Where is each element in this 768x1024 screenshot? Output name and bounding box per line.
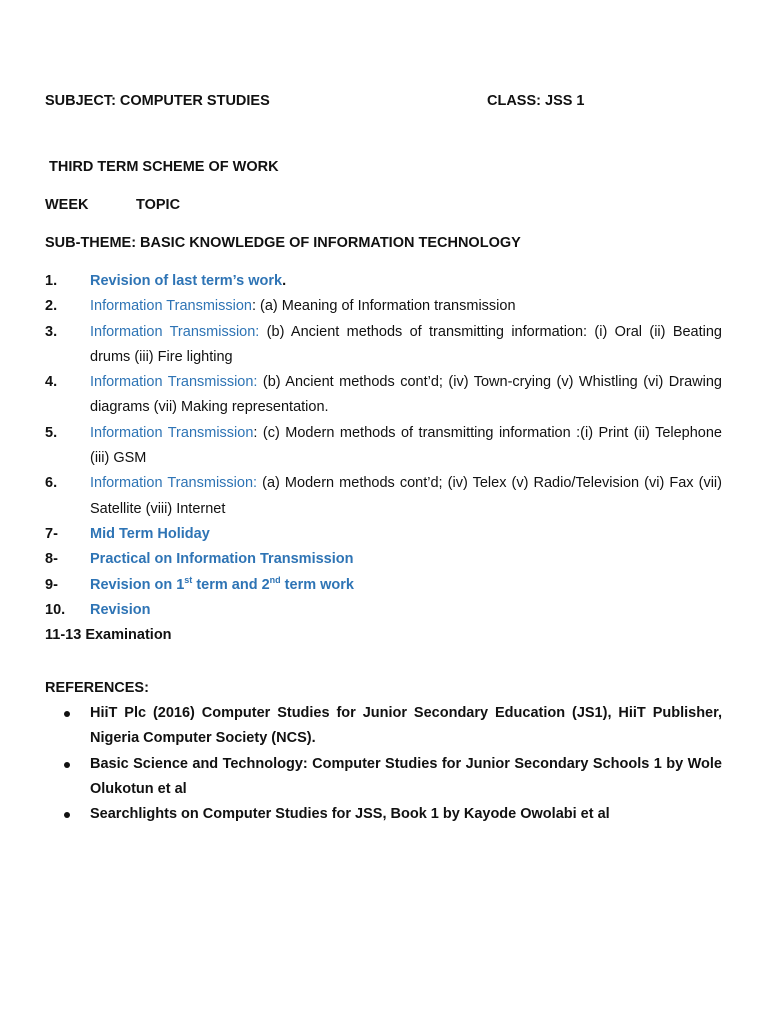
- column-headings: [45, 193, 181, 218]
- ordinal-suffix: nd: [269, 574, 281, 585]
- list-item: [45, 522, 722, 547]
- topic-heading: Information Transmission:: [90, 475, 258, 492]
- sub-theme: SUB-THEME: BASIC KNOWLEDGE OF INFORMATION TECHNOLOGY: [45, 235, 521, 251]
- week-heading: WEEK: [45, 197, 89, 213]
- topic-heading: [90, 574, 354, 593]
- item-number: 4.: [45, 374, 58, 391]
- topic-heading: Information Transmission: [90, 298, 252, 315]
- topic-heading-part: term work: [280, 576, 354, 593]
- list-item: [45, 471, 722, 522]
- bullet-icon: [64, 812, 70, 818]
- reference-text: HiiT Plc (2016) Computer Studies for Junior Secondary Education (JS1), HiiT Publisher, Nigeria Computer Society (NCS).: [90, 705, 722, 747]
- class-label: CLASS: JSS 1: [487, 93, 585, 109]
- topic-detail: : (c) Modern methods of transmitting information :(i) Print (ii) Telephone (iii) GSM: [90, 424, 722, 467]
- topic-heading: Mid Term Holiday: [90, 525, 210, 542]
- topic-heading-part: term and 2: [192, 576, 270, 593]
- topic-list: [45, 269, 722, 648]
- list-item: [45, 547, 722, 572]
- topic-heading: Information Transmission: [90, 424, 254, 441]
- item-number: 3.: [45, 323, 58, 340]
- topic-heading: Information Transmission:: [90, 323, 260, 340]
- bullet-icon: [64, 711, 70, 717]
- topic-heading: Information Transmission:: [90, 374, 258, 391]
- reference-item: [45, 752, 722, 803]
- topic-heading: Practical on Information Transmission: [90, 551, 354, 568]
- item-number: 7-: [45, 525, 58, 542]
- topic-heading: Revision of last term’s work: [90, 273, 283, 289]
- examination-line: 11-13 Examination: [45, 627, 172, 644]
- item-number: 6.: [45, 475, 58, 492]
- topic-heading-part: Revision on 1: [90, 576, 185, 593]
- reference-item: [45, 701, 722, 752]
- list-item: [45, 573, 722, 598]
- list-item: [45, 598, 722, 623]
- topic-detail: .: [282, 273, 287, 289]
- references-title: REFERENCES:: [45, 680, 149, 696]
- topic-detail: (a) Modern methods cont’d; (iv) Telex (v) Radio/Television (vi) Fax (vii) Satellite (viii) Internet: [90, 475, 722, 517]
- topic-heading: TOPIC: [136, 197, 181, 213]
- reference-text: Searchlights on Computer Studies for JSS, Book 1 by Kayode Owolabi et al: [90, 806, 610, 823]
- topic-heading: Revision: [90, 601, 151, 618]
- item-number: 8-: [45, 551, 58, 568]
- list-item: [45, 269, 722, 294]
- topic-detail: : (a) Meaning of Information transmission: [251, 298, 516, 315]
- item-number: 2.: [45, 298, 58, 315]
- topic-detail: (b) Ancient methods cont’d; (iv) Town-crying (v) Whistling (vi) Drawing diagrams (vii) Making representation.: [90, 374, 722, 416]
- list-item: [45, 294, 722, 319]
- topic-detail: (b) Ancient methods of transmitting information: (i) Oral (ii) Beating drums (iii) Fire lighting: [90, 323, 722, 365]
- list-item: [45, 370, 722, 421]
- subject-label: SUBJECT: COMPUTER STUDIES: [45, 93, 270, 109]
- reference-item: [45, 802, 722, 827]
- list-item: [45, 320, 722, 371]
- reference-text: Basic Science and Technology: Computer Studies for Junior Secondary Schools 1 by Wole Olukotun et al: [90, 755, 722, 797]
- item-number: 9-: [45, 576, 58, 593]
- list-item: [45, 421, 722, 472]
- bullet-icon: [64, 762, 70, 768]
- scheme-title: THIRD TERM SCHEME OF WORK: [49, 159, 279, 175]
- item-number: 5.: [45, 424, 58, 441]
- item-number: 10.: [45, 601, 66, 618]
- references-list: [45, 701, 722, 827]
- document-header: [45, 89, 725, 114]
- ordinal-suffix: st: [184, 574, 193, 585]
- item-number: 1.: [45, 273, 58, 289]
